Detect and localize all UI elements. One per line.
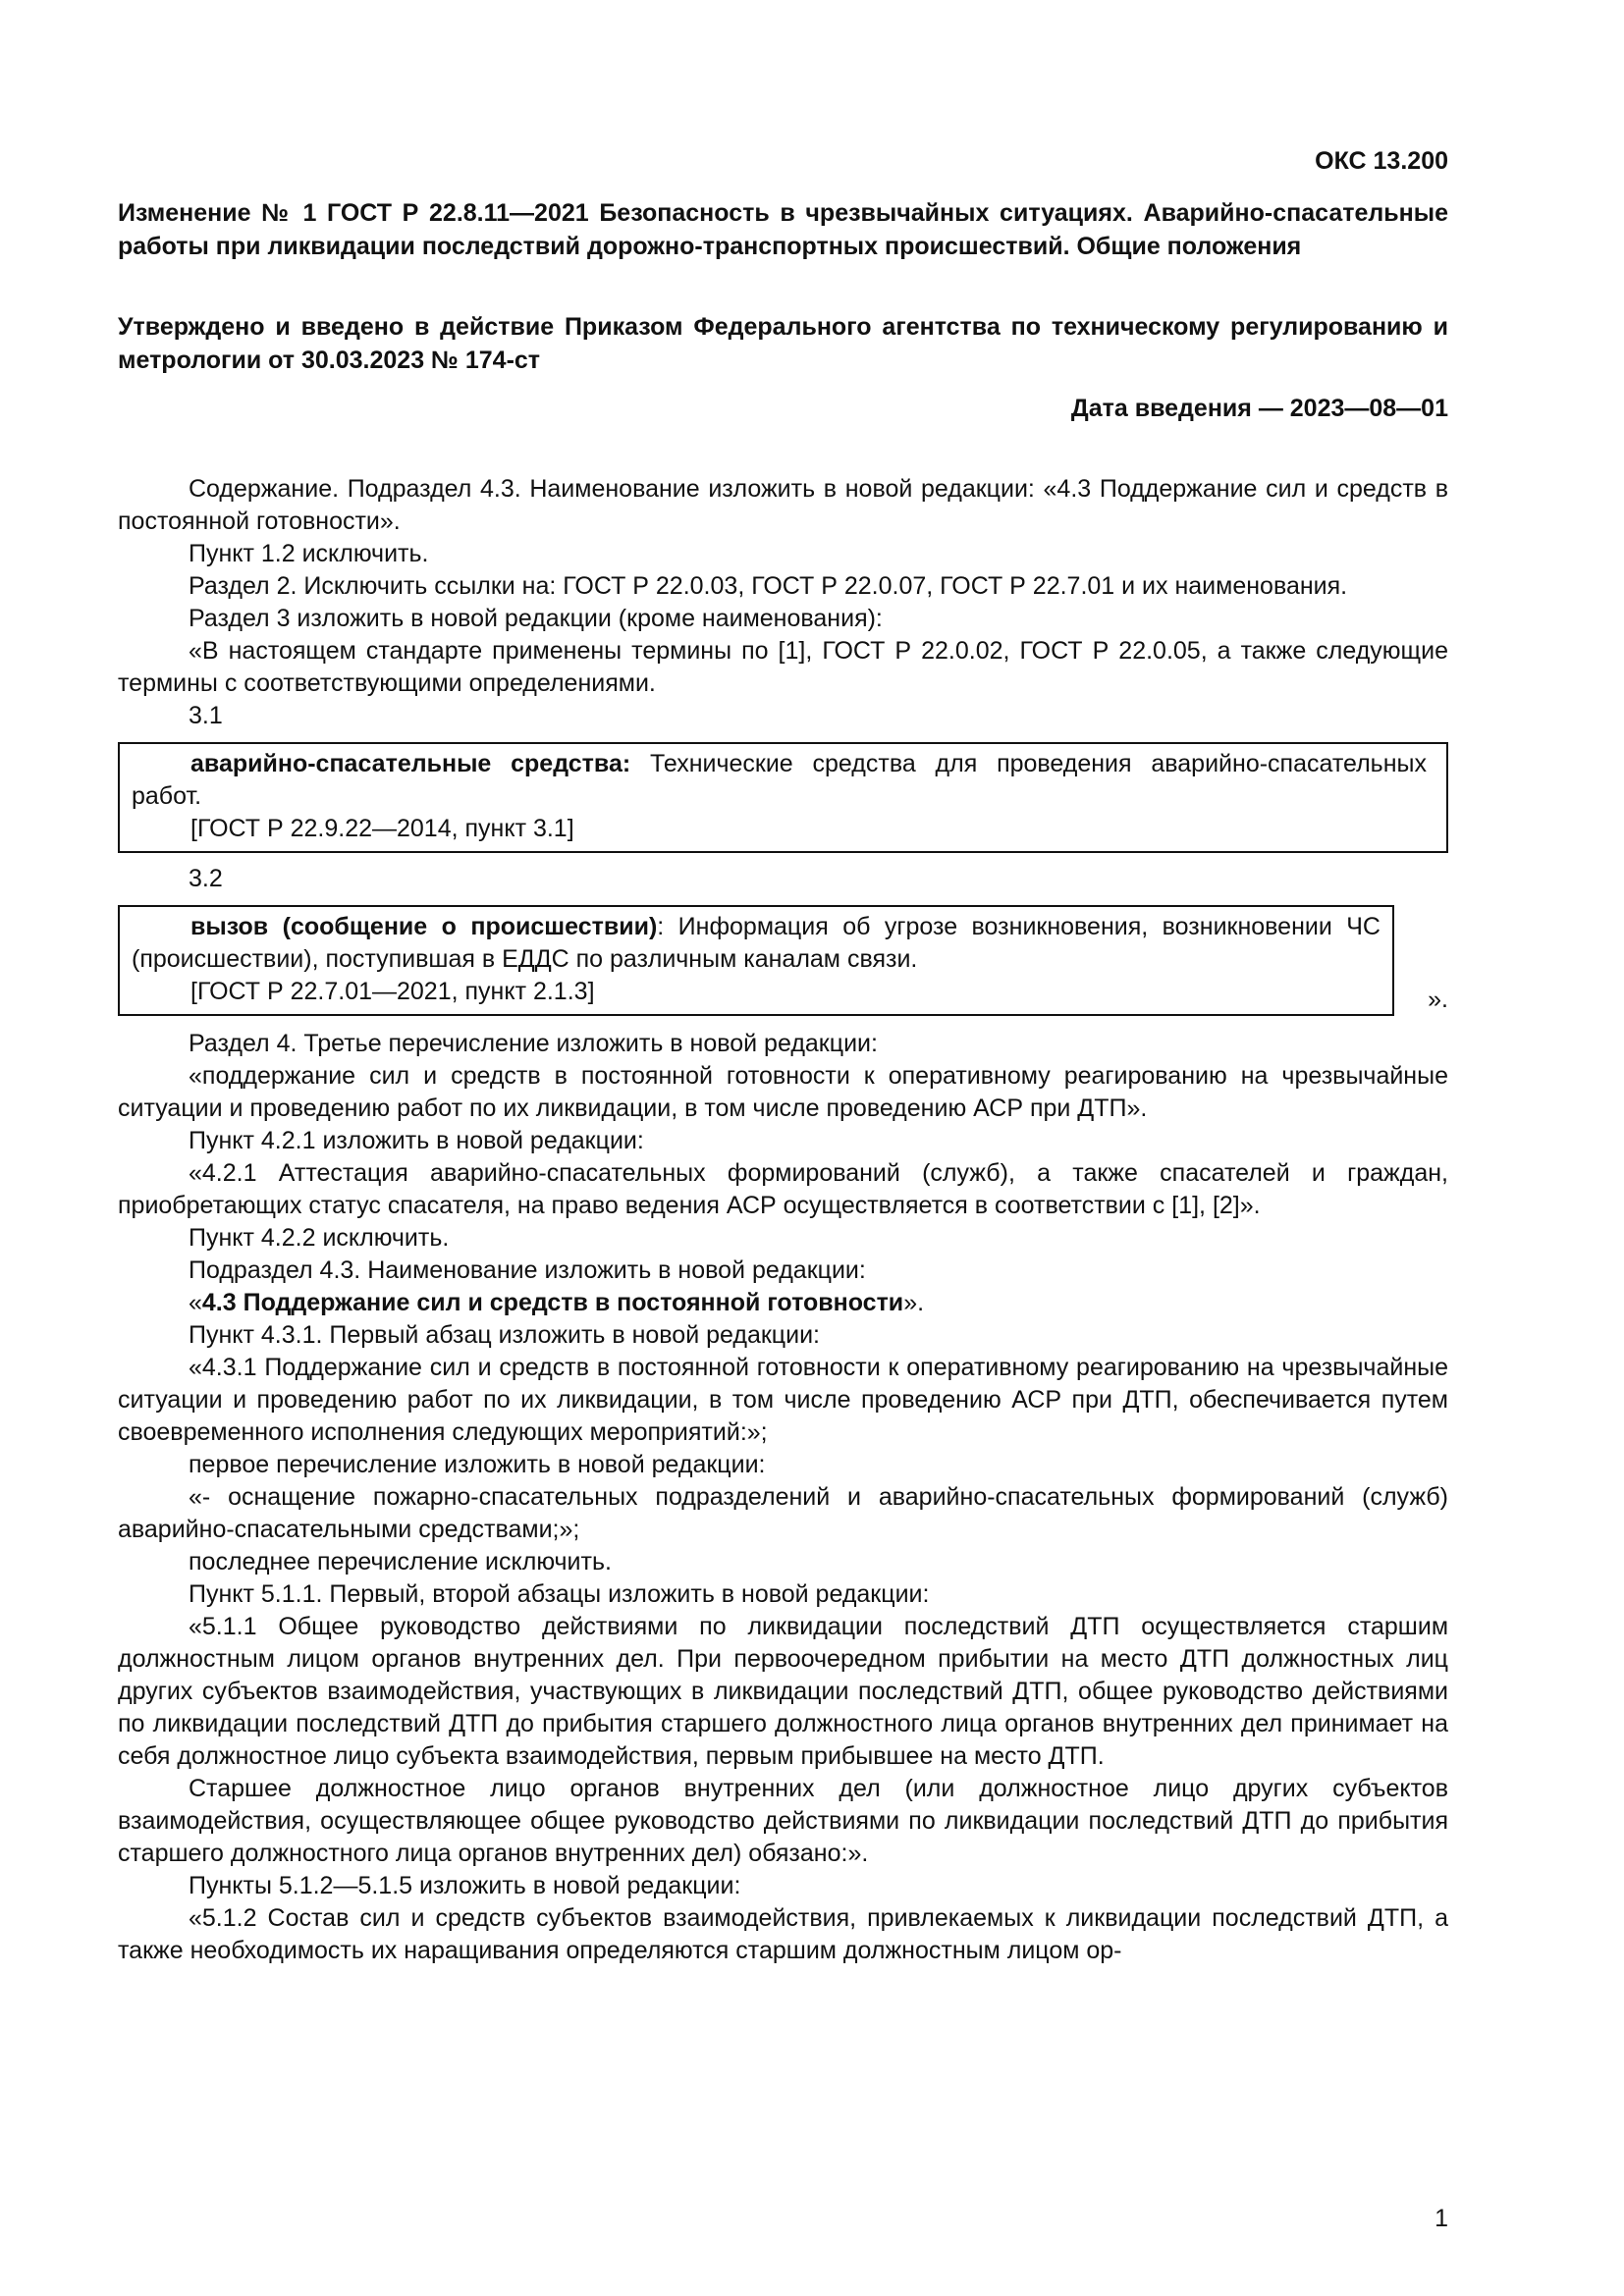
definition-term: вызов (сообщение о происшествии) [190,913,658,940]
paragraph: последнее перечисление исключить. [189,1548,612,1575]
definition-text [132,748,1427,813]
paragraph: Раздел 2. Исключить ссылки на: ГОСТ Р 22.0.03, ГОСТ Р 22.0.07, ГОСТ Р 22.7.01 и их наименования. [189,572,1348,600]
page-number: 1 [1435,2205,1448,2232]
document-body [118,473,1448,1967]
definition-body: : Информация об угрозе возникновения, возникновении ЧС (происшествии), поступившая в ЕДДС по различным каналам связи. [132,913,1380,973]
paragraph: «В настоящем стандарте применены термины по [1], ГОСТ Р 22.0.02, ГОСТ Р 22.0.05, а также следующие термины с соответствующими определениями. [118,637,1448,697]
definition-source: [ГОСТ Р 22.9.22—2014, пункт 3.1] [190,815,574,842]
quote-open: « [189,1289,202,1316]
paragraph: первое перечисление изложить в новой редакции: [189,1451,766,1478]
paragraph: «поддержание сил и средств в постоянной готовности к оперативному реагированию на чрезвычайные ситуации и проведению работ по их ликвидации, в том числе проведению АСР при ДТП». [118,1062,1448,1122]
definition-box [118,742,1448,853]
paragraph: Пункт 4.2.1 изложить в новой редакции: [189,1127,644,1154]
term-number: 3.2 [189,865,223,892]
paragraph: Раздел 4. Третье перечисление изложить в новой редакции: [189,1030,878,1057]
paragraph: Раздел 3 изложить в новой редакции (кроме наименования): [189,605,883,632]
paragraph: «5.1.2 Состав сил и средств субъектов взаимодействия, привлекаемых к ликвидации последствий ДТП, а также необходимость их наращивания определяются старшим должностным лицом ор- [118,1904,1448,1964]
paragraph: Пункт 4.2.2 исключить. [189,1224,450,1252]
paragraph: Подраздел 4.3. Наименование изложить в новой редакции: [189,1256,866,1284]
paragraph: «- оснащение пожарно-спасательных подразделений и аварийно-спасательных формирований (служб) аварийно-спасательными средствами;»; [118,1483,1448,1543]
quote-close: ». [903,1289,925,1316]
closing-quote: ». [1428,986,1448,1013]
paragraph [118,1287,1448,1319]
paragraph: «5.1.1 Общее руководство действиями по ликвидации последствий ДТП осуществляется старшим должностным лицом органов внутренних дел. При первоочередном прибытии на место ДТП должностных лиц других субъектов взаимодействия, участвующих в ликвидации последствий ДТП, общее руководство действиями по ликвидации последствий ДТП до прибытия старшего должностного лица органов внутренних дел принимает на себя должностное лицо субъекта взаимодействия, первым прибывшее на место ДТП. [118,1613,1448,1770]
paragraph: Пункт 4.3.1. Первый абзац изложить в новой редакции: [189,1321,821,1349]
paragraph: Пункт 1.2 исключить. [189,540,429,567]
definition-term: аварийно-спасательные средства: [190,750,631,777]
effective-date: Дата введения — 2023—08—01 [1070,395,1448,422]
paragraph: Старшее должностное лицо органов внутренних дел (или должностное лицо других субъектов взаимодействия, осуществляющее общее руководство действиями по ликвидации последствий ДТП до прибытия старшего должностного лица органов внутренних дел) обязано:». [118,1775,1448,1867]
document-title: Изменение № 1 ГОСТ Р 22.8.11—2021 Безопасность в чрезвычайных ситуациях. Аварийно-спасательные работы при ликвидации последствий дорожно-транспортных происшествий. Общие положения [118,199,1448,260]
paragraph: Пункты 5.1.2—5.1.5 изложить в новой редакции: [189,1872,741,1899]
definition-box [118,905,1394,1016]
paragraph: «4.3.1 Поддержание сил и средств в постоянной готовности к оперативному реагированию на чрезвычайные ситуации и проведению работ по их ликвидации, в том числе проведению АСР при ДТП, обеспечивается путем своевременного исполнения следующих мероприятий:»; [118,1354,1448,1446]
paragraph: Содержание. Подраздел 4.3. Наименование изложить в новой редакции: «4.3 Поддержание сил и средств в постоянной готовности». [118,475,1448,535]
term-number: 3.1 [189,702,223,729]
paragraph: «4.2.1 Аттестация аварийно-спасательных формирований (служб), а также спасателей и граждан, приобретающих статус спасателя, на право ведения АСР осуществляется в соответствии с [1], [2]». [118,1159,1448,1219]
paragraph: Пункт 5.1.1. Первый, второй абзацы изложить в новой редакции: [189,1580,930,1608]
definition-body: Технические средства для проведения аварийно-спасательных работ. [132,750,1427,810]
definition-text [132,911,1380,976]
approval-statement: Утверждено и введено в действие Приказом Федерального агентства по техническому регулированию и метрологии от 30.03.2023 № 174-ст [118,313,1448,374]
section-heading: 4.3 Поддержание сил и средств в постоянной готовности [201,1289,904,1316]
definition-box-wrapper [118,905,1448,1016]
classification-code: ОКС 13.200 [1315,147,1448,175]
definition-source: [ГОСТ Р 22.7.01—2021, пункт 2.1.3] [190,978,595,1005]
